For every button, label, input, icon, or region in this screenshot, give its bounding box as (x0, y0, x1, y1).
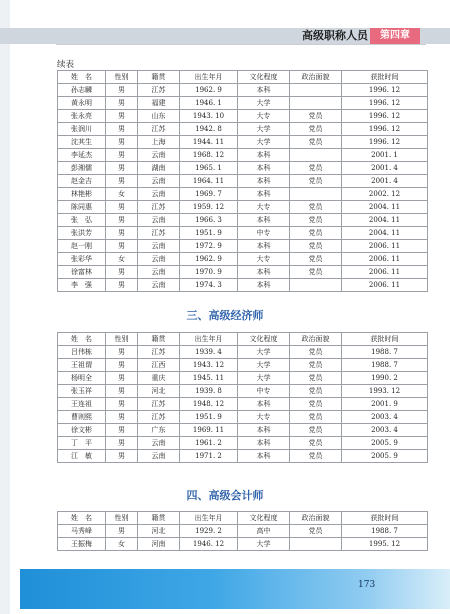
table-cell: 2006. 11 (342, 266, 428, 279)
column-header: 获批时间 (342, 333, 428, 346)
table-cell: 2002. 12 (342, 188, 428, 201)
table-cell: 男 (106, 525, 138, 538)
column-header: 获批时间 (342, 512, 428, 525)
table-cell: 党员 (290, 346, 342, 359)
table-cell: 大学 (238, 359, 290, 372)
table-cell: 大学 (238, 372, 290, 385)
table-row (58, 359, 428, 372)
table-row (58, 437, 428, 450)
table-cell: 大学 (238, 136, 290, 149)
table-cell: 本科 (238, 450, 290, 463)
table-cell: 1951. 9 (180, 227, 238, 240)
table-cell: 李延杰 (58, 149, 106, 162)
table-cell: 本科 (238, 398, 290, 411)
table-cell: 江苏 (138, 201, 180, 214)
table-cell: 云南 (138, 266, 180, 279)
table-cell: 2005. 9 (342, 450, 428, 463)
table-cell: 1972. 9 (180, 240, 238, 253)
table-cell: 大专 (238, 253, 290, 266)
table-cell: 1939. 8 (180, 385, 238, 398)
table-cell: 1962. 9 (180, 253, 238, 266)
table-row (58, 123, 428, 136)
table-cell: 2001. 4 (342, 162, 428, 175)
table-row (58, 149, 428, 162)
table-cell: 1990. 2 (342, 372, 428, 385)
table-cell: 2001. 1 (342, 149, 428, 162)
table-cell: 2004. 11 (342, 214, 428, 227)
chapter-tag: 第四章 (370, 28, 420, 44)
column-header: 政治面貌 (290, 512, 342, 525)
table-cell: 1996. 12 (342, 123, 428, 136)
table-cell: 男 (106, 227, 138, 240)
table-cell: 1962. 9 (180, 84, 238, 97)
table-row (58, 385, 428, 398)
column-header: 出生年月 (180, 71, 238, 84)
table-cell: 马秀峰 (58, 525, 106, 538)
table-header-row (58, 333, 428, 346)
table-header-row (58, 512, 428, 525)
table-cell: 云南 (138, 450, 180, 463)
table-cell: 云南 (138, 188, 180, 201)
table-row (58, 240, 428, 253)
column-header: 性别 (106, 333, 138, 346)
column-header: 籍贯 (138, 333, 180, 346)
table-cell: 党员 (290, 450, 342, 463)
table-cell: 大专 (238, 110, 290, 123)
table-cell: 1969. 11 (180, 424, 238, 437)
table-cell: 中专 (238, 227, 290, 240)
table-cell: 男 (106, 162, 138, 175)
table-cell: 杨明全 (58, 372, 106, 385)
table-row (58, 450, 428, 463)
table-cell: 本科 (238, 266, 290, 279)
table-cell: 男 (106, 266, 138, 279)
table-row (58, 84, 428, 97)
table-cell: 2004. 11 (342, 227, 428, 240)
table-cell: 张润川 (58, 123, 106, 136)
table-cell: 男 (106, 372, 138, 385)
table-cell: 男 (106, 175, 138, 188)
table-cell: 1946. 1 (180, 97, 238, 110)
table-cell: 男 (106, 149, 138, 162)
table-cell: 党员 (290, 136, 342, 149)
table-cell: 党员 (290, 385, 342, 398)
column-header: 性别 (106, 512, 138, 525)
table-cell: 本科 (238, 424, 290, 437)
table-cell: 男 (106, 424, 138, 437)
senior-economist-table (57, 332, 428, 463)
section-title-economists: 三、高级经济师 (186, 309, 264, 322)
footer-band (20, 569, 450, 609)
table-cell: 女 (106, 253, 138, 266)
table-cell: 本科 (238, 240, 290, 253)
table-cell: 江苏 (138, 411, 180, 424)
table-cell: 大专 (238, 201, 290, 214)
column-header: 籍贯 (138, 512, 180, 525)
table-cell (290, 279, 342, 292)
table-cell: 1988. 7 (342, 359, 428, 372)
table-cell: 王振梅 (58, 538, 106, 551)
table-cell: 男 (106, 437, 138, 450)
table-cell: 1988. 7 (342, 346, 428, 359)
table-row (58, 538, 428, 551)
table-cell: 丁 平 (58, 437, 106, 450)
table-cell: 1946. 12 (180, 538, 238, 551)
table-cell: 1943. 10 (180, 110, 238, 123)
table-cell: 河北 (138, 525, 180, 538)
table-cell: 沈其生 (58, 136, 106, 149)
table-cell: 中专 (238, 385, 290, 398)
table-cell: 曹则熙 (58, 411, 106, 424)
header-rule (56, 44, 426, 45)
table-cell: 2001. 9 (342, 398, 428, 411)
table-cell: 2006. 11 (342, 240, 428, 253)
table-cell: 1996. 12 (342, 136, 428, 149)
table-header-row (58, 71, 428, 84)
table-cell: 男 (106, 240, 138, 253)
table-cell: 1996. 12 (342, 84, 428, 97)
table-row (58, 201, 428, 214)
table-cell: 党员 (290, 437, 342, 450)
table-cell: 党员 (290, 372, 342, 385)
column-header: 姓 名 (58, 512, 106, 525)
table-row (58, 346, 428, 359)
column-header: 政治面貌 (290, 71, 342, 84)
table-cell: 女 (106, 188, 138, 201)
table-row (58, 162, 428, 175)
table-cell: 本科 (238, 214, 290, 227)
table-cell: 上海 (138, 136, 180, 149)
table-cell: 本科 (238, 84, 290, 97)
table-cell: 2004. 11 (342, 201, 428, 214)
table-cell: 男 (106, 110, 138, 123)
table-cell: 王祖谓 (58, 359, 106, 372)
table-cell: 男 (106, 398, 138, 411)
table-cell: 江西 (138, 359, 180, 372)
table-cell: 1944. 11 (180, 136, 238, 149)
table-cell: 1993. 12 (342, 385, 428, 398)
table-cell: 大学 (238, 346, 290, 359)
table-cell: 本科 (238, 437, 290, 450)
table-cell: 1948. 12 (180, 398, 238, 411)
table-cell: 张彩华 (58, 253, 106, 266)
table-cell: 江 敏 (58, 450, 106, 463)
column-header: 姓 名 (58, 333, 106, 346)
table-cell: 福建 (138, 97, 180, 110)
table-cell: 2005. 9 (342, 437, 428, 450)
table-cell: 河南 (138, 538, 180, 551)
table-cell: 男 (106, 385, 138, 398)
table-cell: 黄永明 (58, 97, 106, 110)
table-row (58, 525, 428, 538)
table-cell: 林艳彬 (58, 188, 106, 201)
table-cell: 男 (106, 279, 138, 292)
table-row (58, 227, 428, 240)
table-cell: 1968. 12 (180, 149, 238, 162)
table-cell: 大专 (238, 411, 290, 424)
table-cell: 党员 (290, 227, 342, 240)
column-header: 获批时间 (342, 71, 428, 84)
table-cell: 1996. 12 (342, 110, 428, 123)
table-cell: 张洪芳 (58, 227, 106, 240)
table-cell: 云南 (138, 253, 180, 266)
table-cell: 1971. 2 (180, 450, 238, 463)
table-cell: 徐文彬 (58, 424, 106, 437)
table-cell: 党员 (290, 162, 342, 175)
table-cell: 李 强 (58, 279, 106, 292)
table-cell: 本科 (238, 279, 290, 292)
table-cell: 孙志麟 (58, 84, 106, 97)
column-header: 文化程度 (238, 333, 290, 346)
table-cell: 1966. 3 (180, 214, 238, 227)
table-caption: 续表 (57, 60, 75, 70)
table-cell: 湖南 (138, 162, 180, 175)
table-row (58, 398, 428, 411)
table-cell: 1969. 7 (180, 188, 238, 201)
table-cell: 党员 (290, 110, 342, 123)
table-cell: 2003. 4 (342, 424, 428, 437)
table-row (58, 214, 428, 227)
table-cell: 党员 (290, 424, 342, 437)
table-cell: 1970. 9 (180, 266, 238, 279)
column-header: 姓 名 (58, 71, 106, 84)
table-cell (290, 538, 342, 551)
table-cell: 大学 (238, 538, 290, 551)
table-cell: 1945. 11 (180, 372, 238, 385)
table-cell: 党员 (290, 253, 342, 266)
table-cell: 江苏 (138, 84, 180, 97)
table-cell: 党员 (290, 240, 342, 253)
table-cell: 大学 (238, 97, 290, 110)
table-cell: 河北 (138, 385, 180, 398)
table-cell: 党员 (290, 411, 342, 424)
table-cell: 大学 (238, 123, 290, 136)
table-cell: 1939. 4 (180, 346, 238, 359)
table-cell: 男 (106, 84, 138, 97)
table-cell: 1964. 11 (180, 175, 238, 188)
table-cell: 广东 (138, 424, 180, 437)
table-row (58, 424, 428, 437)
table-cell: 党员 (290, 398, 342, 411)
table-cell: 江苏 (138, 123, 180, 136)
table-cell: 赵金吉 (58, 175, 106, 188)
senior-staff-table-continued (57, 70, 428, 292)
column-header: 文化程度 (238, 71, 290, 84)
table-cell (290, 149, 342, 162)
table-cell: 党员 (290, 123, 342, 136)
table-cell: 江苏 (138, 398, 180, 411)
table-cell: 本科 (238, 175, 290, 188)
table-cell: 陈同惠 (58, 201, 106, 214)
table-cell: 云南 (138, 437, 180, 450)
table-cell: 云南 (138, 279, 180, 292)
table-cell (290, 97, 342, 110)
table-cell: 2003. 4 (342, 411, 428, 424)
table-cell: 2006. 11 (342, 253, 428, 266)
senior-accountant-table (57, 511, 428, 551)
table-cell: 吕伟栋 (58, 346, 106, 359)
table-cell: 1995. 12 (342, 538, 428, 551)
table-cell: 男 (106, 346, 138, 359)
column-header: 出生年月 (180, 333, 238, 346)
table-cell: 男 (106, 359, 138, 372)
table-row (58, 279, 428, 292)
table-cell: 1974. 3 (180, 279, 238, 292)
table-cell: 1951. 9 (180, 411, 238, 424)
table-cell: 2006. 11 (342, 279, 428, 292)
table-cell: 男 (106, 411, 138, 424)
table-row (58, 136, 428, 149)
table-cell: 女 (106, 538, 138, 551)
table-cell: 1959. 12 (180, 201, 238, 214)
table-cell: 张 弘 (58, 214, 106, 227)
table-cell: 1942. 8 (180, 123, 238, 136)
table-cell: 山东 (138, 110, 180, 123)
table-row (58, 188, 428, 201)
table-cell: 赵一刚 (58, 240, 106, 253)
column-header: 出生年月 (180, 512, 238, 525)
section-title-accountants: 四、高级会计师 (186, 489, 264, 502)
table-cell: 江苏 (138, 227, 180, 240)
column-header: 政治面貌 (290, 333, 342, 346)
table-cell: 2001. 4 (342, 175, 428, 188)
table-cell: 云南 (138, 149, 180, 162)
page-number: 173 (358, 580, 376, 590)
table-cell (290, 84, 342, 97)
table-cell: 张永亮 (58, 110, 106, 123)
table-cell: 彭湘儒 (58, 162, 106, 175)
column-header: 籍贯 (138, 71, 180, 84)
table-cell: 江苏 (138, 346, 180, 359)
table-cell: 王连祖 (58, 398, 106, 411)
table-cell: 1929. 2 (180, 525, 238, 538)
table-cell: 云南 (138, 240, 180, 253)
table-cell: 重庆 (138, 372, 180, 385)
table-cell: 云南 (138, 214, 180, 227)
table-cell: 1965. 1 (180, 162, 238, 175)
table-cell: 党员 (290, 201, 342, 214)
table-row (58, 372, 428, 385)
table-cell: 党员 (290, 266, 342, 279)
table-row (58, 266, 428, 279)
column-header: 文化程度 (238, 512, 290, 525)
table-cell: 高中 (238, 525, 290, 538)
table-cell: 男 (106, 450, 138, 463)
table-cell: 党员 (290, 359, 342, 372)
table-cell: 党员 (290, 525, 342, 538)
table-cell: 男 (106, 201, 138, 214)
table-row (58, 253, 428, 266)
table-cell: 1996. 12 (342, 97, 428, 110)
column-header: 性别 (106, 71, 138, 84)
table-cell: 男 (106, 97, 138, 110)
table-cell: 张玉祥 (58, 385, 106, 398)
table-cell: 云南 (138, 175, 180, 188)
table-cell: 1961. 2 (180, 437, 238, 450)
table-row (58, 411, 428, 424)
table-row (58, 175, 428, 188)
table-cell: 党员 (290, 175, 342, 188)
table-cell (290, 188, 342, 201)
table-cell: 本科 (238, 162, 290, 175)
table-cell: 本科 (238, 188, 290, 201)
table-cell: 男 (106, 123, 138, 136)
table-cell: 1988. 7 (342, 525, 428, 538)
table-cell: 男 (106, 214, 138, 227)
table-cell: 1943. 12 (180, 359, 238, 372)
table-row (58, 110, 428, 123)
table-cell: 徐富林 (58, 266, 106, 279)
table-cell: 党员 (290, 214, 342, 227)
table-cell: 男 (106, 136, 138, 149)
table-cell: 本科 (238, 149, 290, 162)
running-header-title: 高级职称人员 (302, 29, 368, 42)
table-row (58, 97, 428, 110)
